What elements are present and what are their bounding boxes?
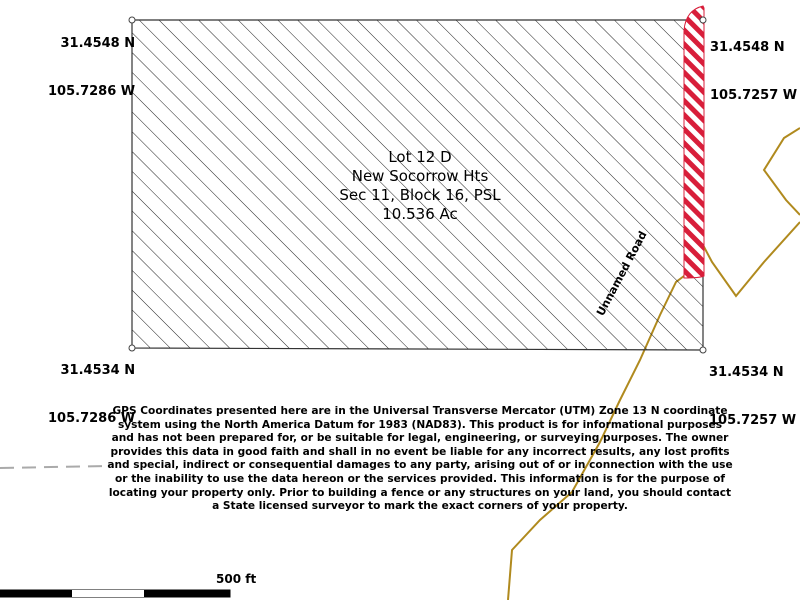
disclaimer-line: GPS Coordinates presented here are in the Universal Transverse Mercator (UTM) Zone 13 N coordinate xyxy=(112,405,728,417)
road-line-northeast xyxy=(703,222,800,296)
corner-marker-bottom-right xyxy=(700,347,706,353)
road-line-east xyxy=(764,128,800,215)
coord-lon: 105.7257 W xyxy=(709,413,797,428)
disclaimer-line: system using the North America Datum for 1983 (NAD83). This product is for informational purposes xyxy=(117,418,723,431)
lot-name: Lot 12 D xyxy=(388,148,452,166)
coord-top-right xyxy=(710,8,797,120)
scale-label: 500 ft xyxy=(216,572,257,586)
scale-bar xyxy=(0,590,230,597)
coord-lon: 105.7257 W xyxy=(710,88,798,103)
disclaimer-line: and special, indirect or consequential damages to any party, arising out of or in connection with the use xyxy=(107,459,733,472)
disclaimer-line: locating your property only. Prior to building a fence or any structures on your land, you should contact xyxy=(108,486,732,499)
disclaimer xyxy=(100,405,740,514)
coord-top-left xyxy=(48,4,135,116)
lot-area: 10.536 Ac xyxy=(382,205,458,223)
coord-lon: 105.7286 W xyxy=(48,411,136,426)
corner-marker-top-right xyxy=(700,17,706,23)
dashed-boundary-line xyxy=(0,466,108,468)
disclaimer-line: or the inability to use the data hereon or the services provided. This information is for the purpose of xyxy=(115,472,725,485)
disclaimer-line: a State licensed surveyor to mark the exact corners of your property. xyxy=(212,500,628,513)
disclaimer-line: and has not been prepared for, or be suitable for legal, engineering, or surveying purposes. The owner xyxy=(111,432,729,445)
coord-lat: 31.4548 N xyxy=(60,36,136,51)
lot-subdivision: New Socorrow Hts xyxy=(351,167,489,185)
lot-section: Sec 11, Block 16, PSL xyxy=(339,186,501,204)
lot-label xyxy=(300,148,540,224)
coord-lat: 31.4534 N xyxy=(60,363,136,378)
coord-lat: 31.4534 N xyxy=(709,365,784,380)
disclaimer-line: provides this data in good faith and shall in no event be liable for any incorrect results, any lost profits xyxy=(110,445,730,458)
easement-strip[interactable] xyxy=(684,6,704,278)
road-label: Unnamed Road xyxy=(594,229,650,319)
coord-lon: 105.7286 W xyxy=(48,84,136,99)
coord-lat: 31.4548 N xyxy=(710,40,785,55)
